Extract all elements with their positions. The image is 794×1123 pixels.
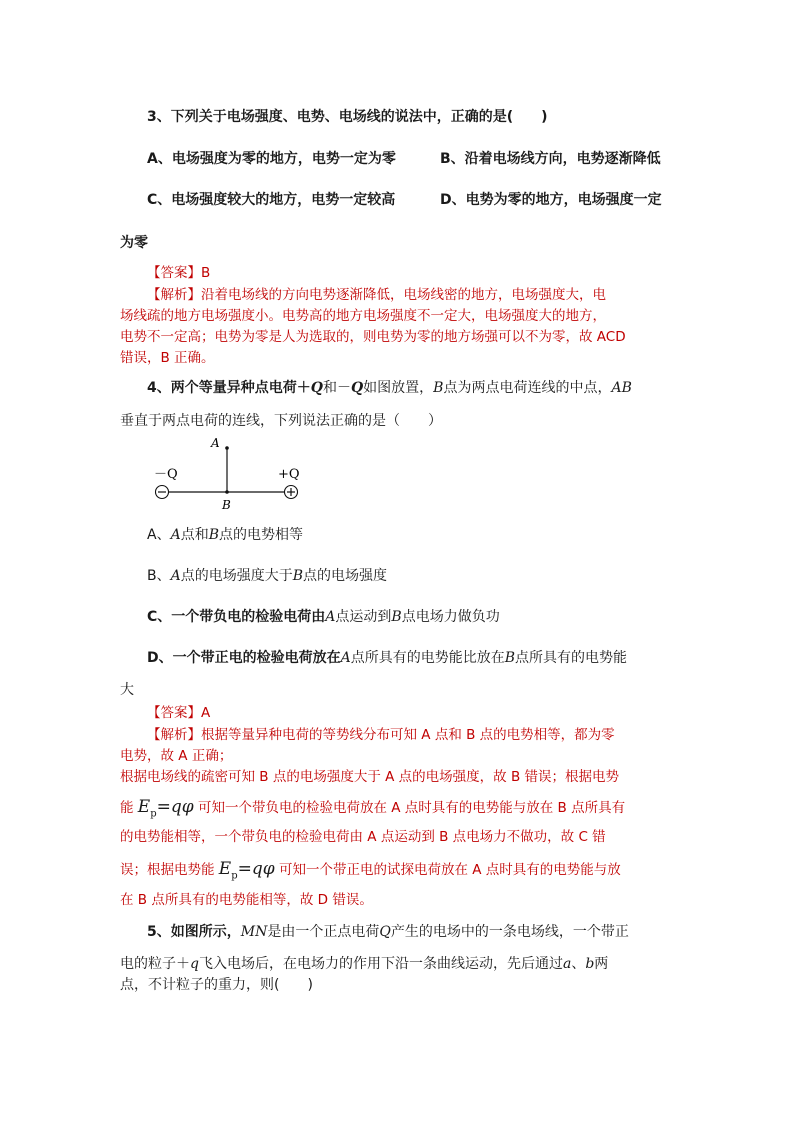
label-a: A — [211, 436, 220, 450]
q4-option-text: 点和 — [180, 527, 209, 543]
q5-stem-text: 电的粒子＋ — [120, 956, 190, 972]
q4-analysis-line-4 — [120, 797, 625, 824]
q4-stem-text: 4、两个等量异种点电荷＋ — [147, 380, 311, 396]
q5-stem-text: 飞入电场后，在电场力的作用下沿一条曲线运动，先后通过 — [198, 956, 563, 972]
label-negative-q: －Q — [154, 467, 178, 482]
q3-option-b: B、沿着电场线方向，电势逐渐降低 — [440, 151, 661, 167]
q3-option-a: A、电场强度为零的地方，电势一定为零 — [147, 151, 396, 167]
q4-symbol: B — [391, 609, 402, 625]
q4-stem-line-2: 垂直于两点电荷的连线，下列说法正确的是（ ） — [120, 413, 442, 429]
q4-symbol-b: B — [433, 380, 444, 396]
q5-symbol-b: b — [585, 956, 595, 972]
q5-stem-line-1 — [147, 922, 629, 942]
q4-analysis-line-3: 根据电场线的疏密可知 B 点的电场强度大于 A 点的电场强度，故 B 错误；根据电势 — [120, 769, 620, 785]
q4-symbol: A — [170, 568, 181, 584]
q3-stem: 3、下列关于电场强度、电势、电场线的说法中，正确的是( ) — [147, 109, 548, 125]
q4-symbol-q: Q — [350, 380, 364, 396]
q4-analysis-text: 可知一个带正电的试探电荷放在 A 点时具有的电势能与放 — [278, 862, 621, 878]
point-b-dot — [225, 490, 229, 494]
q4-stem-line-1 — [147, 378, 632, 398]
q4-option-text: 点运动到 — [335, 609, 392, 625]
q4-stem-text: 点为两点电荷连线的中点， — [443, 380, 612, 396]
q4-option-text: B、 — [147, 568, 171, 584]
label-positive-q: +Q — [278, 467, 300, 482]
q4-analysis-text: 可知一个带负电的检验电荷放在 A 点时具有的电势能与放在 B 点所具有 — [197, 800, 626, 816]
q4-answer-label: 【答案】 — [147, 705, 201, 721]
q4-option-text: 点的电场强度大于 — [180, 568, 293, 584]
q5-symbol-q: q — [190, 956, 199, 972]
q5-symbol-a: a — [562, 956, 572, 972]
q3-analysis-line-2: 场线疏的地方电场强度小。电势高的地方电场强度不一定大，电场强度大的地方， — [120, 308, 606, 324]
q4-option-d-continued: 大 — [120, 682, 134, 698]
q5-stem-text: 、 — [571, 956, 586, 972]
formula-e: E — [218, 859, 232, 879]
q3-analysis-line-3: 电势不一定高；电势为零是人为选取的，则电势为零的地方场强可以不为零，故 ACD — [120, 329, 626, 345]
formula-subscript: p — [150, 808, 157, 820]
q3-analysis-label: 【解析】 — [147, 287, 201, 303]
q4-option-d — [147, 648, 627, 668]
q4-symbol-ab: AB — [611, 380, 632, 396]
q4-option-text: D、一个带正电的检验电荷放在 — [147, 650, 341, 666]
q3-option-c: C、电场强度较大的地方，电势一定较高 — [147, 192, 396, 208]
q4-option-text: 点电场力做负功 — [401, 609, 500, 625]
formula-subscript: p — [231, 870, 238, 882]
q3-analysis-text-1: 沿着电场线的方向电势逐渐降低，电场线密的地方，电场强度大，电 — [201, 287, 606, 303]
q3-analysis-line-1 — [147, 285, 606, 305]
q5-symbol-q: Q — [379, 924, 391, 940]
q4-analysis-text: 误；根据电势能 — [120, 862, 215, 878]
label-b: B — [222, 498, 231, 512]
q4-option-text: A、 — [147, 527, 171, 543]
q5-stem-line-3: 点，不计粒子的重力，则( ) — [120, 977, 313, 993]
q3-option-d-continued: 为零 — [120, 235, 148, 251]
q4-symbol: A — [325, 609, 336, 625]
q4-analysis-label: 【解析】 — [147, 727, 201, 743]
q4-answer-value: A — [201, 705, 211, 721]
q4-analysis-text-1: 根据等量异种电荷的等势线分布可知 A 点和 B 点的电势相等，都为零 — [201, 727, 615, 743]
q3-answer — [147, 263, 210, 283]
q4-symbol: B — [292, 568, 304, 584]
q4-analysis-line-5: 的电势能相等，一个带负电的检验电荷由 A 点运动到 B 点电场力不做功，故 C 错 — [120, 829, 606, 845]
q5-stem-text: 两 — [594, 956, 609, 972]
q4-figure — [150, 436, 310, 516]
q4-symbol: A — [340, 650, 351, 666]
q4-symbol: B — [504, 650, 516, 666]
q4-analysis-line-2: 电势，故 A 正确； — [120, 748, 233, 764]
formula-e: E — [137, 797, 151, 817]
q4-option-c — [147, 607, 500, 627]
q4-symbol: A — [170, 527, 181, 543]
q4-option-text: 点所具有的电势能 — [515, 650, 628, 666]
q4-option-text: 点所具有的电势能比放在 — [350, 650, 505, 666]
q4-symbol: B — [208, 527, 219, 543]
q4-option-text: 点的电势相等 — [219, 527, 303, 543]
q4-option-text: C、一个带负电的检验电荷由 — [147, 609, 326, 625]
q4-stem-text: 如图放置， — [363, 380, 434, 396]
q4-analysis-line-6 — [120, 859, 621, 886]
formula-rest: =qφ — [237, 859, 275, 879]
q3-answer-value: B — [201, 265, 211, 281]
potential-energy-formula — [218, 859, 275, 882]
q5-stem-text: 是由一个正点电荷 — [267, 924, 380, 940]
q4-analysis-text: 能 — [120, 800, 134, 816]
q5-stem-line-2 — [120, 954, 608, 974]
q4-answer — [147, 703, 210, 723]
q4-stem-text: 和－ — [322, 380, 351, 396]
q5-stem-text: 产生的电场中的一条电场线，一个带正 — [390, 924, 629, 940]
q4-analysis-line-1 — [147, 725, 615, 745]
formula-rest: =qφ — [156, 797, 194, 817]
q5-stem-text: 5、如图所示， — [147, 924, 241, 940]
potential-energy-formula — [137, 797, 194, 820]
q4-analysis-line-7: 在 B 点所具有的电势能相等，故 D 错误。 — [120, 892, 373, 908]
point-a-dot — [225, 446, 229, 450]
q4-option-b — [147, 566, 387, 586]
q3-analysis-line-4: 错误，B 正确。 — [120, 350, 215, 366]
q3-answer-label: 【答案】 — [147, 265, 201, 281]
q4-option-a — [147, 525, 303, 545]
q4-option-text: 点的电场强度 — [303, 568, 388, 584]
q4-symbol-q: Q — [310, 380, 323, 396]
q5-symbol-mn: MN — [240, 924, 268, 940]
q3-option-d: D、电势为零的地方，电场强度一定 — [440, 192, 662, 208]
